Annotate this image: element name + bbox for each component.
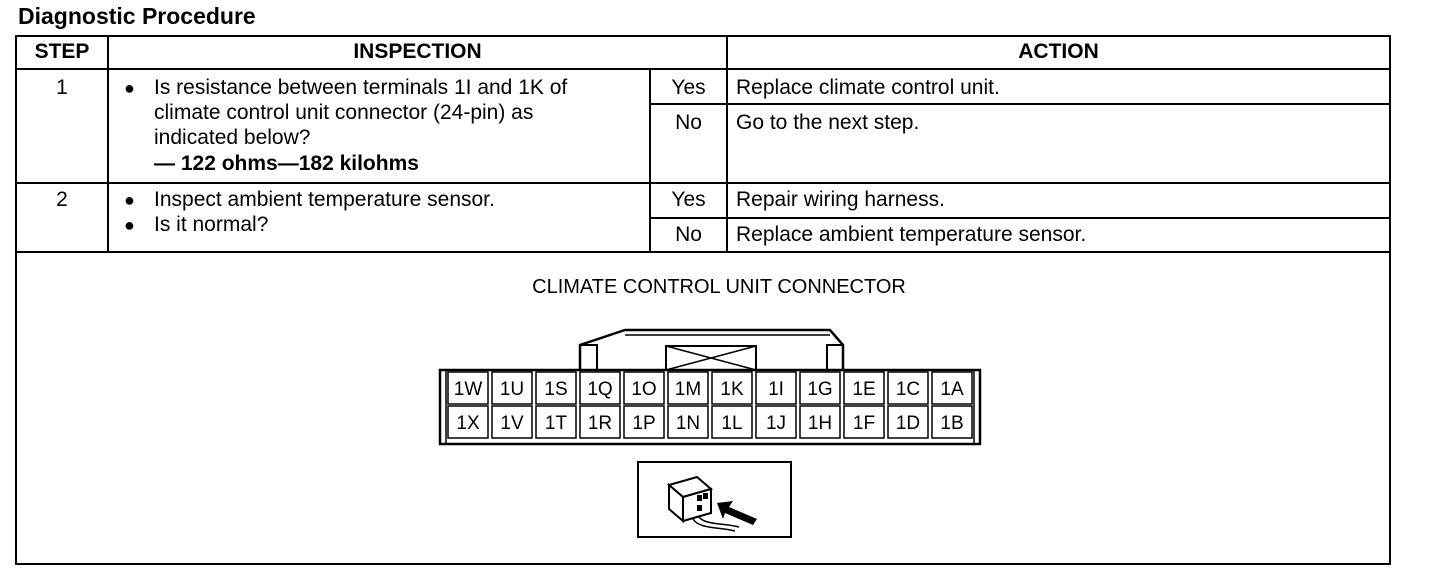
inspection-text: Is resistance between terminals 1I and 1K of xyxy=(154,76,568,99)
answer-no: No xyxy=(675,111,702,134)
terminal-label: 1J xyxy=(765,413,787,434)
connector-caption: CLIMATE CONTROL UNIT CONNECTOR xyxy=(532,276,906,298)
terminal-label: 1V xyxy=(500,413,524,434)
inspection-text: Is it normal? xyxy=(154,213,269,236)
terminal-label: 1M xyxy=(674,379,702,400)
action-text: Repair wiring harness. xyxy=(736,188,945,211)
bullet: ● xyxy=(124,190,135,210)
answer-yes: Yes xyxy=(671,188,706,211)
action-text: Replace climate control unit. xyxy=(736,76,1000,99)
step-number: 2 xyxy=(56,188,68,211)
connector-diagram xyxy=(430,320,990,450)
terminal-label: 1U xyxy=(499,379,525,400)
answer-yes: Yes xyxy=(671,76,706,99)
terminal-label: 1H xyxy=(807,413,833,434)
divider xyxy=(15,182,1391,184)
terminal-label: 1X xyxy=(456,413,480,434)
inspection-text: Inspect ambient temperature sensor. xyxy=(154,188,495,211)
terminal-label: 1S xyxy=(544,379,568,400)
divider xyxy=(15,68,1391,70)
divider xyxy=(650,103,1391,105)
terminal-label: 1C xyxy=(895,379,921,400)
terminal-label: 1K xyxy=(720,379,744,400)
action-text: Go to the next step. xyxy=(736,111,920,134)
divider xyxy=(107,35,109,253)
header-action: ACTION xyxy=(1018,40,1099,63)
divider xyxy=(726,35,728,253)
divider xyxy=(650,217,1391,219)
action-text: Replace ambient temperature sensor. xyxy=(736,223,1087,246)
terminal-label: 1Q xyxy=(587,379,613,400)
terminal-label: 1I xyxy=(768,379,784,400)
header-step: STEP xyxy=(34,40,90,63)
terminal-label: 1A xyxy=(940,379,964,400)
inspection-text: indicated below? xyxy=(154,126,311,149)
step-number: 1 xyxy=(56,76,68,99)
terminal-label: 1W xyxy=(453,379,483,400)
answer-no: No xyxy=(675,223,702,246)
terminal-label: 1D xyxy=(895,413,921,434)
bullet: ● xyxy=(124,215,135,235)
terminal-label: 1T xyxy=(544,413,568,434)
terminal-label: 1G xyxy=(807,379,833,400)
bullet: ● xyxy=(124,78,135,98)
terminal-label: 1B xyxy=(940,413,964,434)
terminal-label: 1R xyxy=(587,413,613,434)
harness-side-connector-icon xyxy=(639,463,790,536)
terminal-label: 1N xyxy=(675,413,701,434)
harness-side-icon-frame xyxy=(637,461,792,538)
terminal-label: 1P xyxy=(632,413,656,434)
terminal-label: 1E xyxy=(852,379,876,400)
header-inspection: INSPECTION xyxy=(353,40,482,63)
resistance-spec: — 122 ohms—182 kilohms xyxy=(154,152,419,175)
divider xyxy=(15,251,1391,253)
page-title: Diagnostic Procedure xyxy=(18,3,256,29)
arrow-icon xyxy=(717,501,757,525)
connector-latch xyxy=(580,330,843,370)
inspection-text: climate control unit connector (24-pin) as xyxy=(154,101,534,124)
terminal-label: 1F xyxy=(852,413,876,434)
terminal-label: 1O xyxy=(631,379,657,400)
terminal-label: 1L xyxy=(721,413,743,434)
